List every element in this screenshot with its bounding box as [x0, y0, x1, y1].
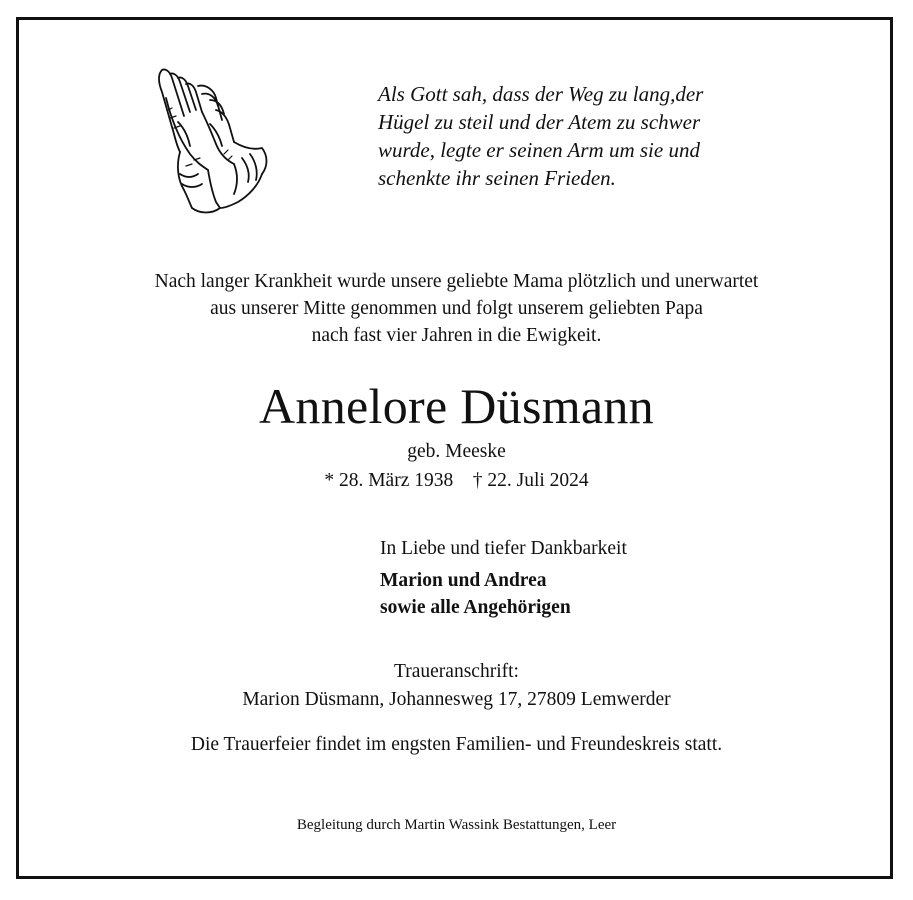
life-dates — [0, 469, 913, 493]
intro-text — [0, 268, 913, 349]
intro-line: Nach langer Krankheit wurde unsere geliebte Mama plötzlich und unerwartet — [154, 271, 759, 292]
mourners-intro: In Liebe und tiefer Dankbarkeit — [380, 538, 627, 559]
quote-line: Hügel zu steil und der Atem zu schwer — [378, 110, 701, 134]
memorial-quote — [378, 80, 798, 192]
maiden-name: geb. Meeske — [407, 441, 506, 462]
praying-hands-icon — [150, 62, 280, 222]
mourner-line: sowie alle Angehörigen — [380, 597, 571, 618]
birth-date: * 28. März 1938 — [324, 470, 454, 491]
mourner-line: Marion und Andrea — [380, 570, 547, 591]
death-date: † 22. Juli 2024 — [472, 470, 589, 491]
intro-line: nach fast vier Jahren in die Ewigkeit. — [311, 325, 602, 346]
intro-line: aus unserer Mitte genommen und folgt unserem geliebten Papa — [210, 298, 703, 319]
quote-line: schenkte ihr seinen Frieden. — [378, 166, 616, 190]
address-label: Traueranschrift: — [394, 661, 519, 682]
mourning-address: Marion Düsmann, Johannesweg 17, 27809 Lemwerder — [242, 689, 671, 710]
undertaker-credit: Begleitung durch Martin Wassink Bestattungen, Leer — [296, 817, 617, 833]
quote-line: wurde, legte er seinen Arm um sie und — [378, 138, 700, 162]
deceased-name: Annelore Düsmann — [259, 378, 654, 434]
quote-line: Als Gott sah, dass der Weg zu lang,der — [378, 82, 704, 106]
mourners-names — [380, 567, 571, 621]
ceremony-notice: Die Trauerfeier findet im engsten Familien- und Freundeskreis statt. — [190, 734, 723, 755]
